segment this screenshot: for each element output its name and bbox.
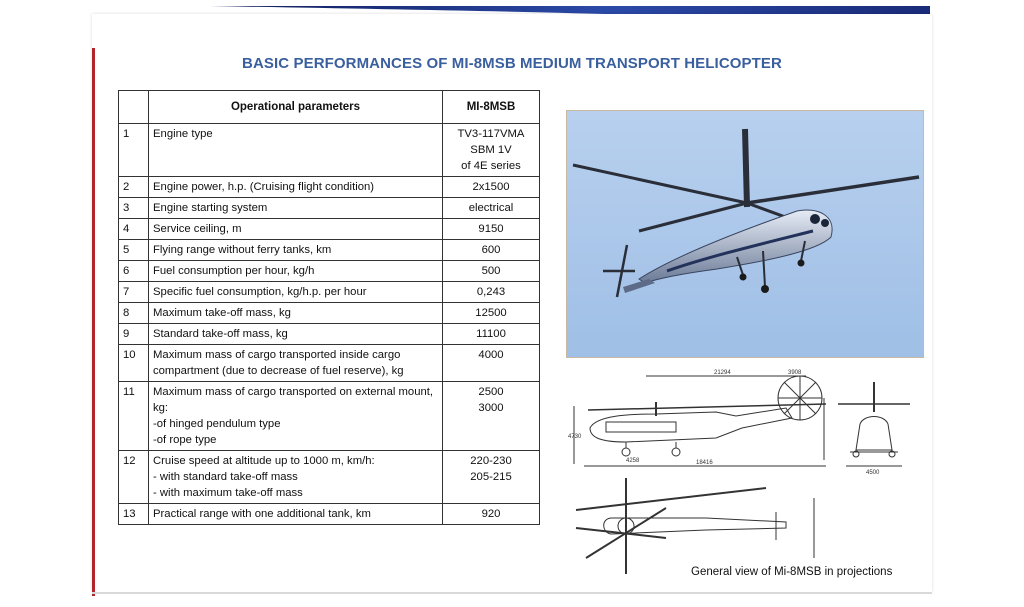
table-row (119, 303, 540, 324)
row-value: 220-230 205-215 (443, 451, 540, 504)
row-value: 11100 (443, 324, 540, 345)
row-number: 13 (119, 504, 149, 525)
table-row (119, 382, 540, 451)
row-number: 1 (119, 124, 149, 177)
row-value: 920 (443, 504, 540, 525)
header-num (119, 91, 149, 124)
table-row (119, 324, 540, 345)
row-parameter: Service ceiling, m (149, 219, 443, 240)
table-row (119, 177, 540, 198)
row-value: electrical (443, 198, 540, 219)
dim-width-label: 4500 (866, 470, 880, 476)
accent-bar (92, 48, 95, 596)
row-number: 2 (119, 177, 149, 198)
row-value: 4000 (443, 345, 540, 382)
row-number: 10 (119, 345, 149, 382)
dim-base-label: 4258 (626, 458, 640, 464)
row-number: 11 (119, 382, 149, 451)
table-row (119, 198, 540, 219)
row-value: 2x1500 (443, 177, 540, 198)
row-parameter: Standard take-off mass, kg (149, 324, 443, 345)
header-parameter: Operational parameters (149, 91, 443, 124)
row-value: 9150 (443, 219, 540, 240)
row-value: 600 (443, 240, 540, 261)
header-value: MI-8MSB (443, 91, 540, 124)
table-row (119, 240, 540, 261)
row-number: 9 (119, 324, 149, 345)
performance-table (118, 90, 540, 525)
table-header-row (119, 91, 540, 124)
row-parameter: Practical range with one additional tank, km (149, 504, 443, 525)
row-value: TV3-117VMA SBM 1V of 4E series (443, 124, 540, 177)
projection-drawings (566, 368, 926, 586)
row-parameter: Engine starting system (149, 198, 443, 219)
dim-rotor-label: 21294 (714, 370, 731, 376)
row-number: 8 (119, 303, 149, 324)
row-value: 12500 (443, 303, 540, 324)
row-number: 7 (119, 282, 149, 303)
row-parameter: Cruise speed at altitude up to 1000 m, km/h: - with standard take-off mass - with maximum take-off mass (149, 451, 443, 504)
table-row (119, 261, 540, 282)
table-row (119, 219, 540, 240)
table-row (119, 451, 540, 504)
row-parameter: Maximum mass of cargo transported on external mount, kg: -of hinged pendulum type -of rope type (149, 382, 443, 451)
row-parameter: Maximum mass of cargo transported inside cargo compartment (due to decrease of fuel reserve), kg (149, 345, 443, 382)
table-row (119, 124, 540, 177)
row-parameter: Flying range without ferry tanks, km (149, 240, 443, 261)
row-parameter: Maximum take-off mass, kg (149, 303, 443, 324)
row-value: 2500 3000 (443, 382, 540, 451)
row-number: 4 (119, 219, 149, 240)
row-parameter: Fuel consumption per hour, kg/h (149, 261, 443, 282)
page-title: BASIC PERFORMANCES OF MI-8MSB MEDIUM TRANSPORT HELICOPTER (242, 55, 782, 72)
bottom-divider (92, 592, 932, 594)
table-row (119, 345, 540, 382)
dim-tail-label: 3908 (788, 370, 802, 376)
row-value: 500 (443, 261, 540, 282)
row-number: 6 (119, 261, 149, 282)
helicopter-photo (566, 110, 924, 358)
row-parameter: Engine power, h.p. (Cruising flight condition) (149, 177, 443, 198)
table-row (119, 504, 540, 525)
row-number: 12 (119, 451, 149, 504)
row-number: 5 (119, 240, 149, 261)
dim-length-label: 18416 (696, 460, 713, 466)
row-value: 0,243 (443, 282, 540, 303)
row-parameter: Specific fuel consumption, kg/h.p. per hour (149, 282, 443, 303)
row-number: 3 (119, 198, 149, 219)
figure-caption: General view of Mi-8MSB in projections (691, 566, 893, 578)
dim-height-label: 4730 (568, 434, 582, 440)
row-parameter: Engine type (149, 124, 443, 177)
table-body (119, 124, 540, 525)
table-row (119, 282, 540, 303)
